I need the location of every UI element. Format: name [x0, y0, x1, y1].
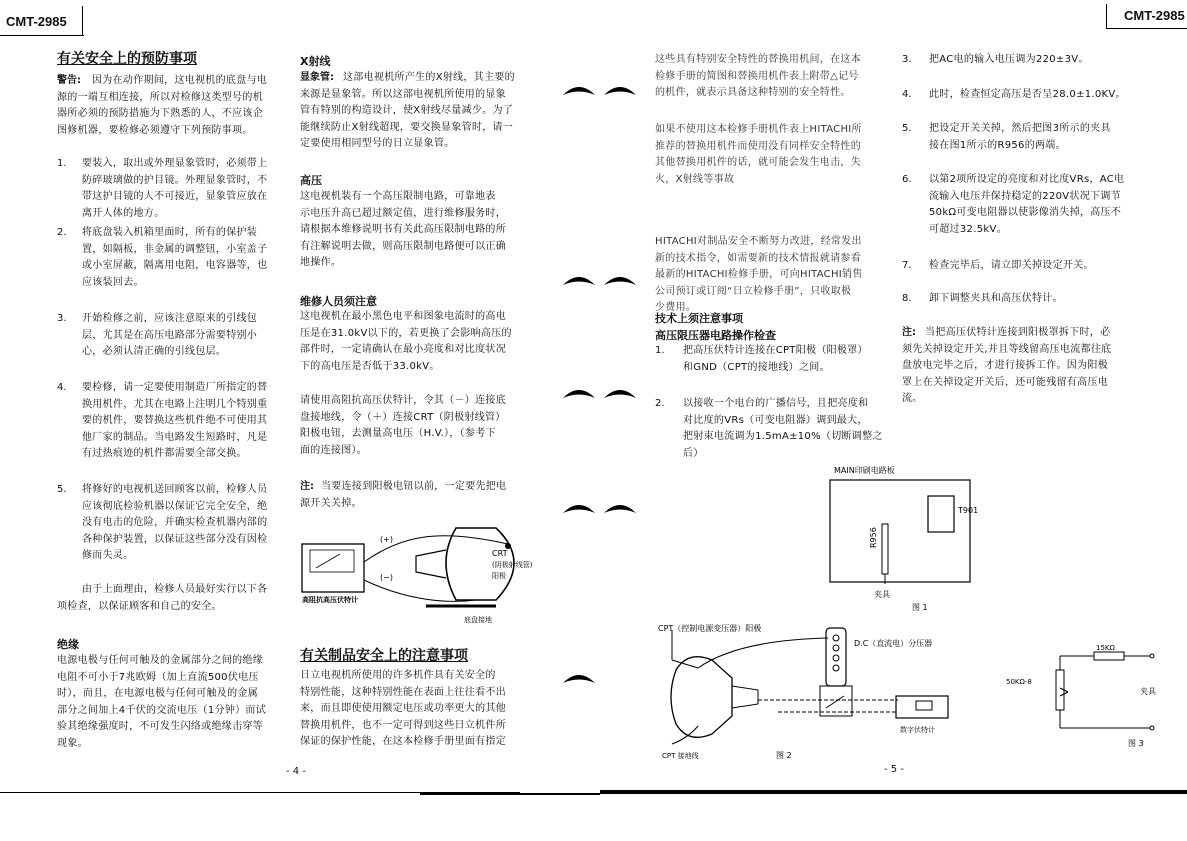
- t901-label: T901: [958, 506, 979, 515]
- item-line: 要装入，取出或外理显象管时，必须带上: [82, 158, 268, 169]
- figure-2-measurement-setup: [658, 620, 980, 770]
- note-line: 源开关关掉。: [300, 497, 362, 509]
- jig-terminal: [1150, 726, 1154, 730]
- para3-line: 新的技术指令，如需要新的技术情报就请参看: [655, 252, 861, 264]
- crt-label: CRT: [492, 549, 508, 558]
- safety-title: 有关安全上的预防事项: [57, 51, 197, 67]
- header-rule-right-h: [1106, 28, 1187, 29]
- hv-line: 地操作。: [300, 257, 342, 269]
- item-line: 或小室屏蔽，隔离用电阻，电容器等，也: [82, 260, 268, 272]
- voltmeter-display: [916, 701, 932, 710]
- binding-marker-icon: [562, 272, 596, 286]
- para3-line: 少费用。: [655, 302, 697, 314]
- crt-neck-fig2: [732, 686, 758, 708]
- fig2-divider-label: D.C（直流电）分压器: [854, 639, 933, 648]
- minus-label: (−): [380, 573, 393, 582]
- step-line: 可超过32.5kV。: [929, 223, 1007, 235]
- anode-label: 阳极: [492, 572, 506, 580]
- fig2-anode-label: CPT（控制电源变压器）阳极: [658, 624, 762, 633]
- xray-line: 来源是显象管。所以这部电视机所使用的显象: [300, 88, 506, 100]
- binding-marker-icon: [562, 500, 596, 514]
- xray-label: 显象管:: [300, 72, 334, 83]
- closing-line: 由于上面理由，检修人员最好实行以下各: [82, 584, 268, 595]
- page-number-right: - 5 -: [884, 764, 904, 775]
- para3-line: HITACHI对制品安全不断努力改进，经常发出: [655, 236, 862, 247]
- r956-label: R956: [869, 527, 878, 548]
- fig3-caption: 图 3: [1128, 739, 1144, 748]
- voltmeter-dial: [310, 550, 354, 572]
- para2-line: 如果不使用这本检修手册机件表上HITACHI所: [655, 124, 862, 135]
- item-number: 4.: [57, 382, 67, 393]
- step-line: 检查完毕后，请立即关掉设定开关。: [929, 260, 1094, 271]
- warning-line: 图修机器，要检修必须遵守下列预防事项。: [57, 124, 253, 136]
- item-line: 开始检修之前，应该注意原来的引线包: [82, 313, 258, 324]
- para3-line: 公司预订或订阅“日立检修手册”，只收取极: [655, 285, 852, 297]
- insulation-title: 绝缘: [57, 638, 79, 651]
- insulation-line: 电源电极与任何可触及的金属部分之间的绝缘: [57, 655, 263, 666]
- item-number: 2.: [57, 227, 67, 238]
- hv-line: 有注解说明去做，则高压限制电路便可以正确: [300, 240, 506, 252]
- footer-rule-center: [420, 793, 600, 795]
- step-line: 后）: [683, 447, 704, 459]
- dc-divider-body: [826, 628, 846, 686]
- item-line: 应该装回去。: [82, 276, 144, 288]
- divider-coil: [833, 645, 839, 651]
- para1-line: 这些具有特别安全特性的替换用机间，在这本: [655, 54, 861, 65]
- binding-marker-icon: [562, 385, 596, 399]
- item-line: 要检修，请一定要使用制造厂所指定的替: [82, 382, 268, 393]
- meter-line: 请使用高阻抗高压伏特计，令其（－）连接底: [300, 395, 506, 406]
- xray-title: X射线: [300, 55, 331, 68]
- negative-lead: [364, 580, 476, 601]
- crt-tube-fig2: [671, 657, 732, 738]
- para2-line: 推荐的替换用机件而使用没有同样安全特性的: [655, 140, 861, 152]
- step-line: 和GND（CPT的接地线）之间。: [683, 361, 830, 373]
- fig1-clip-label: 夹具: [874, 590, 890, 599]
- xray-line: 定要使用相同型号的日立显象管。: [300, 138, 455, 150]
- warning-line: 源的一端互相连接，所以对检修这类型号的机: [57, 91, 263, 103]
- item-line: 要的机件，要替换这些机件绝不可使用其: [82, 415, 268, 427]
- binding-marker-icon: [603, 82, 637, 96]
- step-line: 接在图1所示的R956的两端。: [929, 139, 1066, 151]
- footer-rule-right: [600, 790, 1187, 794]
- insulation-line: 验其绝缘强度时，不可发生闪络或绝缘击穿等: [57, 721, 263, 733]
- fig3-r1-label: 15KΩ: [1096, 644, 1115, 652]
- warning-line: 因为在动作期间，这电视机的底盘与电: [92, 75, 268, 86]
- item-line: 各种保护装置，以保证这些部分没有因检: [82, 533, 268, 545]
- note-line: 流。: [902, 393, 923, 405]
- item-line: 将修好的电视机送回顾客以前，检修人员: [82, 484, 268, 495]
- divider-coil: [833, 655, 839, 661]
- para2-line: 其他替换用机件的话，就可能会发生电击，失: [655, 157, 861, 169]
- step-number: 7.: [902, 260, 912, 271]
- notice-line: 部件时，一定请确认在最小亮度和对比度状况: [300, 344, 506, 356]
- figure-1-main-board: [820, 462, 980, 618]
- product-safety-title: 有关制品安全上的注意事项: [300, 648, 468, 664]
- note-label: 注:: [902, 327, 916, 338]
- item-line: 离开人体的地方。: [82, 207, 165, 219]
- voltmeter-needle: [316, 554, 340, 568]
- xray-line: 管有特别的构造设计，使X射线尽量减少。为了: [300, 105, 514, 117]
- item-line: 有过热痕迹的机件都需要全部交换。: [82, 448, 247, 460]
- hv-line: 这电视机装有一个高压限制电路，可靠地表: [300, 191, 496, 202]
- main-board-outline: [830, 480, 970, 582]
- anode-lead: [672, 630, 698, 668]
- product-line: 特别性能，这种特别性能在表面上往往看不出: [300, 686, 506, 698]
- step-line: 以接收一个电台的广播信号，且把亮度和: [683, 398, 869, 409]
- divider-coil: [833, 665, 839, 671]
- step-line: 把射束电流调为1.5mA±10%（切断调整之: [683, 431, 883, 443]
- resistor-15k: [1094, 652, 1124, 660]
- para3-line: 最新的HITACHI检修手册，可向HITACHI销售: [655, 269, 863, 281]
- meter-line: 面的连接图）。: [300, 444, 368, 456]
- step-line: 流输入电压并保持稳定的220V状况下调节: [929, 190, 1121, 202]
- insulation-line: 时），而且，在电源电极与任何可触及的金属: [57, 688, 258, 700]
- xray-line: 能继续防止X射线超现，要交换显象管时，请一: [300, 121, 514, 133]
- insulation-line: 电阻不可小于7兆欧姆（加上直流500伏电压: [57, 671, 259, 683]
- figure-3-adjust-jig: [1000, 636, 1160, 752]
- jig-terminal: [1150, 654, 1154, 658]
- step-line: 以第2项所设定的亮度和对比度VRs，AC电: [929, 174, 1125, 185]
- item-line: 修而失灵。: [82, 550, 134, 562]
- item-line: 带这护目镜的人不可接近，显象管应放在: [82, 191, 268, 203]
- page-number-left: - 4 -: [286, 766, 306, 777]
- item-line: 将底盘装入机箱里面时，所有的保护装: [82, 227, 258, 238]
- crt-neck: [416, 550, 446, 578]
- divider-coil: [833, 635, 839, 641]
- header-rule-left-h: [0, 35, 84, 36]
- fig3-clip-label: 夹具: [1140, 687, 1156, 696]
- fig2-caption: 图 2: [776, 751, 792, 760]
- step-number: 3.: [902, 54, 912, 65]
- binding-marker-icon: [603, 500, 637, 514]
- item-line: 应该彻底检验机器以保证它完全安全，绝: [82, 500, 268, 512]
- step-line: 把设定开关关掉，然后把图3所示的夹具: [929, 123, 1111, 134]
- step-line: 把AC电的输入电压调为220±3V。: [929, 54, 1089, 65]
- note-line: 当要连接到阳极电钮以前，一定要先把电: [321, 481, 507, 492]
- step-line: 50kΩ可变电阻器以使影像消失掉，高压不: [929, 207, 1122, 219]
- step-line: 此时，检查恒定高压是否呈28.0±1.0KV。: [929, 89, 1126, 100]
- note-line: 当把高压伏特计连接到阳极罩拆下时，必: [925, 327, 1111, 338]
- ground-label: 底盘接地: [464, 616, 492, 624]
- meter-line: 盘接地线，令（＋）连接CRT（阴极射线管）: [300, 411, 506, 423]
- variable-resistor-50k: [1056, 670, 1064, 710]
- fig2-ground-label: CPT 接地线: [662, 752, 699, 760]
- item-line: 心，必须认清正确的引线包层。: [82, 346, 227, 358]
- step-number: 1.: [655, 345, 665, 356]
- service-notice-title: 维修人员须注意: [300, 295, 377, 308]
- fig2-meter-label: 数字伏特计: [900, 726, 935, 734]
- hv-title: 高压: [300, 174, 322, 187]
- closing-line: 项检查，以保证顾客和自己的安全。: [57, 600, 222, 612]
- warning-label: 警告:: [57, 75, 81, 86]
- t901-component: [928, 496, 954, 532]
- notice-line: 压是在31.0kV以下的，若更换了会影响高压的: [300, 327, 512, 339]
- item-line: 层，尤其是在高压电路部分需要特别小: [82, 329, 258, 341]
- fig1-caption: 图 1: [912, 603, 928, 612]
- step-line: 对比度的VRs（可变电阻器）调到最大，: [683, 414, 868, 426]
- step-number: 5.: [902, 123, 912, 134]
- item-line: 防碎玻璃做的护目镜。外理显象管时，不: [82, 174, 268, 186]
- binding-marker-icon: [562, 82, 596, 96]
- step-number: 2.: [655, 398, 665, 409]
- item-line: 置，如隔板，非金属的调整钮，小室盖子: [82, 243, 268, 255]
- product-line: 日立电视机所使用的许多机件具有关安全的: [300, 670, 496, 681]
- meter-line: 阳极电钮，去测量高电压（H.V.），（参考下: [300, 428, 496, 440]
- hv-line: 请根据本维修说明书有关此高压限制电路的所: [300, 224, 506, 236]
- hv-line: 示电压升高已超过额定值，进行维修服务时，: [300, 207, 506, 219]
- step-line: 把高压伏特计连接在CPT阳极（阳极罩）: [683, 345, 868, 356]
- tech-notes-title: 技术上须注意事项: [655, 312, 743, 325]
- r956-resistor: [882, 524, 888, 574]
- step-number: 6.: [902, 174, 912, 185]
- item-line: 换用机件，尤其在电路上注明几个特别重: [82, 398, 268, 410]
- note-line: 罩上在关掉设定开关后，还可能残留有高压电: [902, 376, 1108, 388]
- step-number: 8.: [902, 293, 912, 304]
- item-number: 1.: [57, 158, 67, 169]
- product-line: 替换用机件，也不一定可得到这些日立机件所: [300, 719, 506, 731]
- ground-lead: [672, 726, 698, 744]
- warning-line: 器所必须的预防措施为下熟悉的人，不应该企: [57, 108, 263, 120]
- insulation-line: 现象。: [57, 738, 88, 749]
- notice-line: 这电视机在最小黑色电平和图象电流时的高电: [300, 311, 506, 322]
- crt-sub-label: (阴极射线管): [492, 561, 533, 569]
- header-rule-left: [82, 6, 83, 36]
- step-line: 卸下调整夹具和高压伏特计。: [929, 293, 1063, 304]
- para2-line: 火，X射线等事故: [655, 173, 735, 185]
- header-rule-right: [1106, 4, 1107, 28]
- meter-label: 高阻抗高压伏特计: [302, 596, 358, 604]
- note-line: 须先关掉设定开关,并且等线留高压电流都往底: [902, 343, 1112, 355]
- model-header-left: CMT-2985: [6, 14, 67, 29]
- fig3-r2-label: 50KΩ-8: [1006, 678, 1032, 686]
- item-number: 5.: [57, 484, 67, 495]
- hv-limiter-check-title: 高压限压器电路操作检查: [655, 329, 776, 342]
- plus-label: (+): [380, 535, 393, 544]
- item-line: 他厂家的制品。当电路发生短路时，凡是: [82, 431, 268, 443]
- xray-line: 这部电视机所产生的X射线，其主要的: [343, 72, 515, 83]
- notice-line: 下的高电压是否低于33.0kV。: [300, 360, 440, 372]
- note-label: 注:: [300, 481, 314, 492]
- para1-line: 检修手册的简图和替换用机件表上附带△记号: [655, 70, 859, 82]
- meter-leads: [758, 700, 898, 712]
- note-line: 盘放电完毕之后，才进行接拆工作。因为阳极: [902, 360, 1108, 372]
- insulation-line: 部分之间加上4千伏的交流电压（1分钟）而试: [57, 704, 267, 716]
- binding-marker-icon: [603, 385, 637, 399]
- product-line: 来，而且即使使用额定电压或功率更大的其他: [300, 703, 506, 715]
- voltmeter-body: [302, 544, 364, 592]
- item-line: 没有电击的危险，并确实检查机器内部的: [82, 517, 268, 529]
- step-number: 4.: [902, 89, 912, 100]
- item-number: 3.: [57, 313, 67, 324]
- hv-meter-connection-diagram: [296, 522, 556, 626]
- binding-marker-icon: [562, 670, 596, 684]
- model-header-right: CMT-2985: [1124, 8, 1185, 23]
- product-line: 保证的保护性能，在这本检修手册里面有指定: [300, 736, 506, 748]
- binding-marker-icon: [603, 272, 637, 286]
- fig1-board-label: MAIN印刷电路板: [834, 466, 895, 475]
- digital-voltmeter: [896, 696, 948, 718]
- divider-meter-needle: [826, 696, 844, 708]
- para1-line: 的机件，就表示具备这种特别的安全特性。: [655, 87, 851, 99]
- anode-to-divider: [698, 638, 828, 668]
